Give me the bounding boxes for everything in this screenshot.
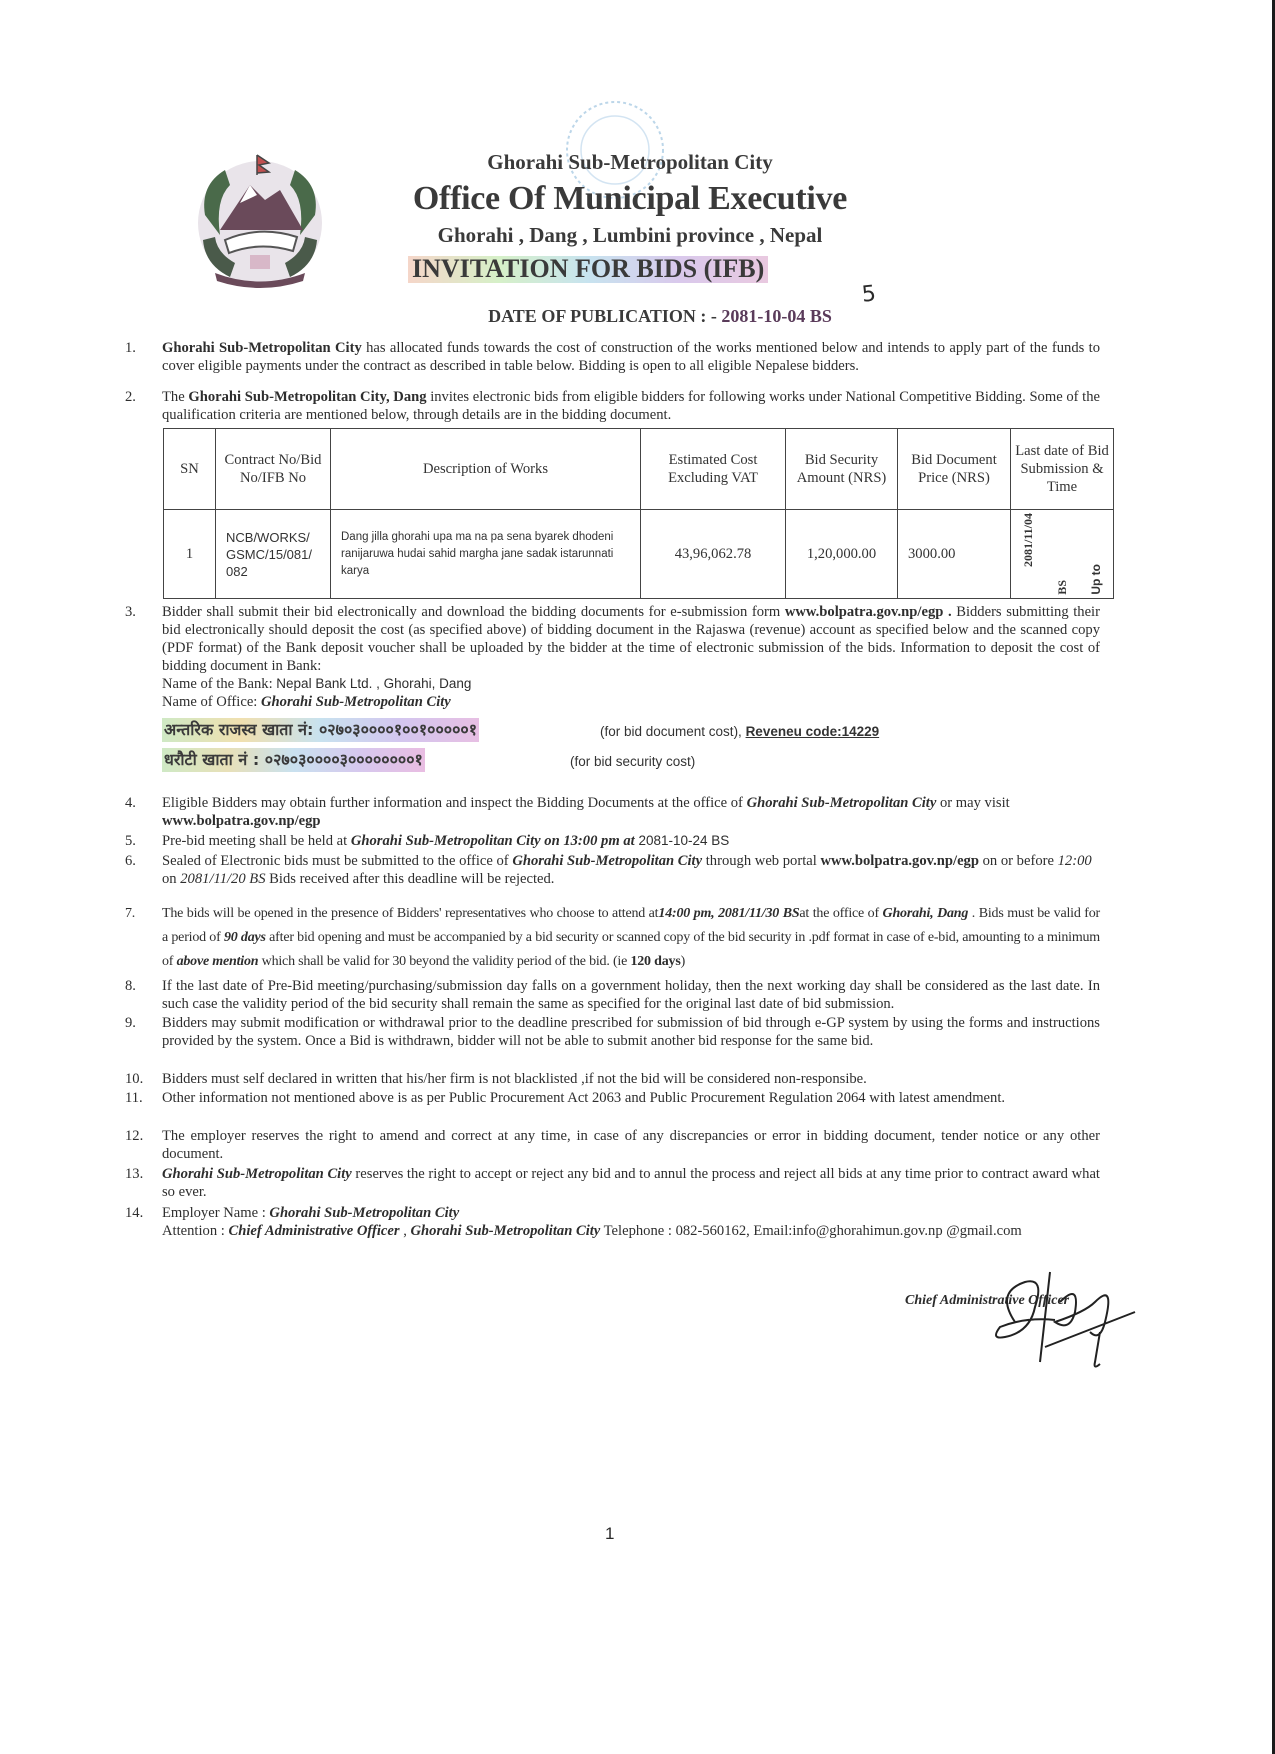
column-header: Last date of Bid Submission & Time (1011, 429, 1114, 510)
revenue-account-number: अन्तरिक राजस्व खाता नं: ०२७०३००००१००१०००००१ (162, 718, 479, 742)
item-number: 8. (125, 978, 136, 994)
paragraph-10 (125, 1070, 1100, 1088)
item-number: 9. (125, 1015, 136, 1031)
item-number: 12. (125, 1128, 144, 1144)
item-number: 11. (125, 1090, 143, 1106)
paragraph-11 (125, 1089, 1100, 1107)
handwritten-correction: 5 (860, 281, 878, 308)
column-header: Contract No/Bid No/IFB No (216, 429, 331, 510)
body-text: . Bids must be valid for a period of (162, 906, 1101, 945)
body-text: Sealed of Electronic bids must be submitted to the office of (162, 853, 513, 869)
body-text: The bids will be opened in the presence of Bidders' representatives who choose to attend at (162, 906, 659, 921)
paragraph-13 (125, 1165, 1100, 1201)
cell-sn: 1 (164, 510, 216, 599)
cell-bid-security: 1,20,000.00 (786, 510, 898, 599)
paragraph-12 (125, 1127, 1100, 1163)
nepal-emblem-logo (185, 145, 335, 295)
bolpatra-link[interactable]: www.bolpatra.gov.np/egp . (784, 604, 952, 620)
cell-contract-no: NCB/WORKS/ GSMC/15/081/ 082 (216, 510, 331, 599)
body-text: Bidders may submit modification or withdrawal prior to the deadline prescribed for submission of bid through e-GP system by using the forms and instructions provided by the system. Once a Bid is withdrawn, bidder will not be able to submit another bid response for the same bid. (162, 1015, 1100, 1049)
body-text: Bidders must self declared in written that his/her firm is not blacklisted ,if not the bid will be considered non-responsibe. (162, 1071, 867, 1087)
body-text: reserves the right to accept or reject any bid and to annul the process and reject all bids at any time prior to contract award what so ever. (162, 1166, 1100, 1200)
last-date-suffix: BS (1054, 580, 1069, 595)
contact-details: Telephone : 082-560162, Email:info@ghorahimun.gov.np @gmail.com (600, 1223, 1022, 1239)
column-header: SN (164, 429, 216, 510)
body-text: has allocated funds towards the cost of construction of the works mentioned below and intends to apply part of the funds to cover eligible payments under the contract as described in table below. Bidding is open to all eligible Nepalese bidders. (162, 340, 1100, 374)
body-text: on or before (978, 853, 1058, 869)
office-address: Ghorahi , Dang , Lumbini province , Nepal (437, 223, 823, 247)
item-number: 1. (125, 340, 136, 356)
body-text: Other information not mentioned above is as per Public Procurement Act 2063 and Public Procurement Regulation 2064 with latest amendment. (162, 1090, 1006, 1106)
table-header-row (164, 429, 1114, 510)
body-text: Bidders submitting their bid electronically should deposit the cost (as specified above) of bidding document in the Rajaswa (revenue) account as specified below and the scanned copy (PDF format) of the Bank deposit voucher shall be uploaded by the bidder at the time of electronic submission of the bids. Information to deposit the cost of bidding document in Bank: (162, 604, 1100, 674)
deadline-date: 2081/11/20 BS (180, 871, 266, 887)
column-header: Bid Security Amount (NRS) (786, 429, 898, 510)
column-header: Estimated Cost Excluding VAT (641, 429, 786, 510)
employer-label: Employer Name : (162, 1205, 270, 1221)
body-text: Pre-bid meeting shall be held at (162, 833, 351, 849)
municipality-name: Ghorahi Sub-Metropolitan City (487, 150, 773, 174)
total-validity: 120 days (630, 954, 681, 969)
table-row (164, 510, 1114, 599)
italic-text: Ghorahi Sub-Metropolitan City (746, 795, 937, 811)
body-text: invites electronic bids from eligible bidders for following works under National Competitive Bidding. Some of the qualification criteria are mentioned below, through details are in the bidding document. (162, 389, 1100, 423)
attention-officer: Chief Administrative Officer (228, 1223, 400, 1239)
attention-office: Ghorahi Sub-Metropolitan City (410, 1223, 601, 1239)
publication-date-line (400, 306, 920, 326)
bolpatra-link[interactable]: www.bolpatra.gov.np/egp (162, 813, 321, 829)
last-date: 2081/11/04 (1021, 513, 1036, 568)
publication-label: DATE OF PUBLICATION : - (488, 306, 717, 326)
body-text: The (162, 389, 189, 405)
bold-text: Ghorahi Sub-Metropolitan City (162, 340, 362, 356)
deposit-account-number: धरौटी खाता नं : ०२७०३००००३००००००००१ (162, 748, 425, 772)
revenue-code: Reveneu code:14229 (745, 724, 880, 739)
attention-label: Attention : (162, 1223, 229, 1239)
publication-date: 2081-10-04 (721, 306, 806, 326)
body-text: after bid opening and must be accompanied by a bid security or scanned copy of the bid security in .pdf format in case of e-bid, amounting to a minimum of (162, 930, 1100, 969)
body-text: which shall be valid for 30 beyond the validity period of the bid. (ie (258, 954, 631, 969)
body-text: The employer reserves the right to amend and correct at any time, in case of any discrepancies or error in bidding document, tender notice or any other document. (162, 1128, 1100, 1162)
item-number: 13. (125, 1166, 144, 1182)
account-note-text: (for bid document cost), (600, 724, 746, 739)
item-number: 6. (125, 853, 136, 869)
deposit-account-note: (for bid security cost) (570, 754, 696, 769)
italic-text: Ghorahi Sub-Metropolitan City (512, 853, 703, 869)
publication-suffix: BS (809, 306, 832, 326)
body-text: ) (680, 954, 686, 969)
item-number: 14. (125, 1205, 144, 1221)
cell-description: Dang jilla ghorahi upa ma na pa sena byarek dhodeni ranijaruwa hudai sahid margha jane sadak istarunnati karya (331, 510, 641, 599)
paragraph-7 (125, 902, 1100, 974)
item-number: 3. (125, 604, 136, 620)
italic-text: Ghorahi Sub-Metropolitan City (162, 1166, 352, 1182)
employer-name: Ghorahi Sub-Metropolitan City (269, 1205, 460, 1221)
paragraph-2 (125, 388, 1100, 424)
deadline-time: 12:00 (1057, 853, 1092, 869)
office-label: Name of Office: (162, 694, 262, 710)
handwritten-signature (985, 1262, 1145, 1372)
column-header: Description of Works (331, 429, 641, 510)
validity-days: 90 days (223, 930, 266, 945)
page-number: 1 (605, 1524, 615, 1543)
body-text: through web portal (702, 853, 821, 869)
body-text: Bids received after this deadline will be rejected. (265, 871, 555, 887)
cell-estimated-cost: 43,96,062.78 (641, 510, 786, 599)
prebid-date: 2081-10-24 BS (634, 833, 730, 848)
item-number: 10. (125, 1071, 144, 1087)
bold-text: Ghorahi Sub-Metropolitan City, Dang (188, 389, 427, 405)
last-date-time: Up to (1088, 564, 1103, 595)
item-number: 4. (125, 795, 136, 811)
signatory-title: Chief Administrative Officer (905, 1293, 1070, 1308)
notice-title: INVITATION FOR BIDS (IFB) (408, 256, 768, 283)
revenue-account-note (600, 723, 879, 741)
paragraph-5 (125, 832, 1100, 850)
bids-table (163, 428, 1114, 599)
opening-place: Ghorahi, Dang (882, 906, 969, 921)
body-text: at the office of (799, 906, 883, 921)
bank-value: Nepal Bank Ltd. , Ghorahi, Dang (276, 676, 472, 691)
bolpatra-link[interactable]: www.bolpatra.gov.np/egp (820, 853, 979, 869)
item-number: 2. (125, 389, 136, 405)
paragraph-4 (125, 794, 1100, 830)
cell-last-date (1011, 510, 1114, 599)
body-text: Bidder shall submit their bid electronically and download the bidding documents for e-submission form (162, 604, 785, 620)
office-value: Ghorahi Sub-Metropolitan City (261, 694, 451, 710)
body-text: If the last date of Pre-Bid meeting/purchasing/submission day falls on a government holiday, then the next working day shall be considered as the last date. In such case the validity period of the bid security shall remain the same as specified for the original last date of bid submission. (162, 978, 1100, 1012)
office-title: Office Of Municipal Executive (412, 180, 848, 217)
paragraph-6 (125, 852, 1100, 888)
column-header: Bid Document Price (NRS) (898, 429, 1011, 510)
body-text: Eligible Bidders may obtain further information and inspect the Bidding Documents at the office of (162, 795, 747, 811)
separator: , (399, 1223, 411, 1239)
bank-label: Name of the Bank: (162, 676, 277, 692)
opening-datetime: 14:00 pm, 2081/11/30 BS (658, 906, 800, 921)
body-text: on (162, 871, 181, 887)
paragraph-9 (125, 1014, 1100, 1050)
body-text: or may visit (936, 795, 1010, 811)
item-number: 5. (125, 833, 136, 849)
italic-text: Ghorahi Sub-Metropolitan City on 13:00 pm at (350, 833, 635, 849)
paragraph-1 (125, 339, 1100, 375)
cell-document-price: 3000.00 (898, 510, 1011, 599)
paragraph-14 (125, 1204, 1100, 1240)
paragraph-8 (125, 977, 1100, 1013)
item-number: 7. (125, 906, 136, 921)
paragraph-3 (125, 603, 1100, 711)
above-mention: above mention (176, 954, 259, 969)
